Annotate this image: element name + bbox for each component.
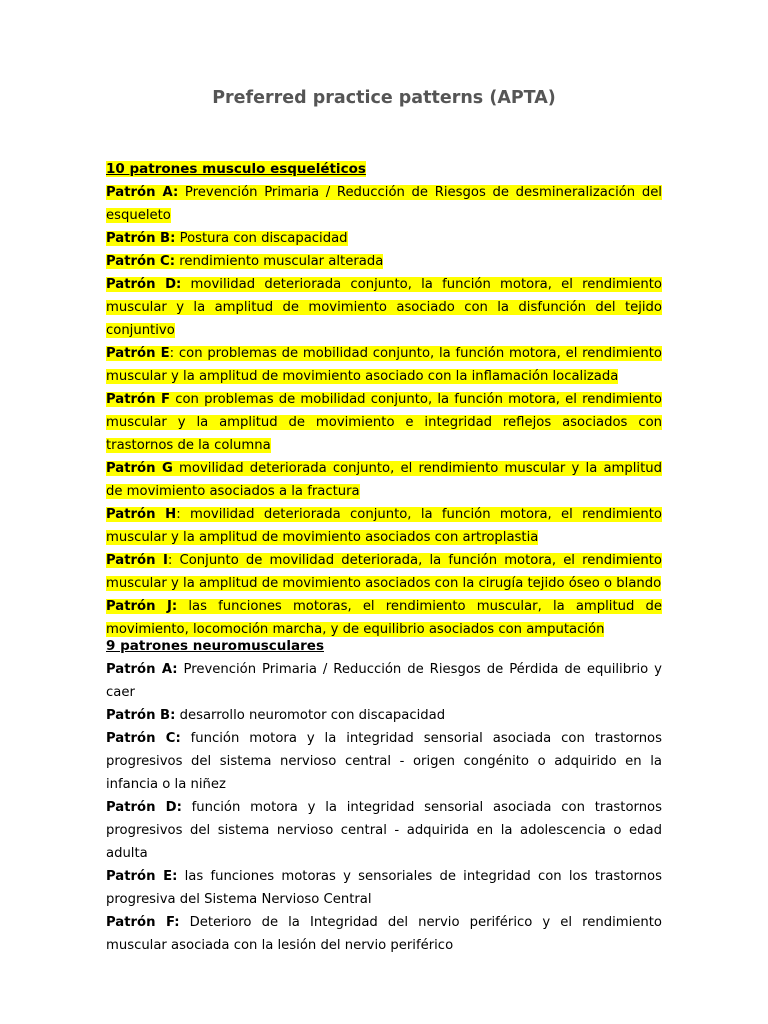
musculoskeletal-section xyxy=(106,158,662,641)
pattern-description: Deterioro de la Integridad del nervio periférico y el rendimiento muscular asociada con la lesión del nervio periférico xyxy=(106,915,662,953)
pattern-item-body xyxy=(106,915,662,953)
pattern-description: función motora y la integridad sensorial asociada con trastornos progresivos del sistema nervioso central - origen congénito o adquirido en la infancia o la niñez xyxy=(106,731,662,792)
pattern-label: Patrón H xyxy=(106,507,177,522)
pattern-label: Patrón B: xyxy=(106,708,176,723)
pattern-description: Prevención Primaria / Reducción de Riesgos de Pérdida de equilibrio y caer xyxy=(106,662,662,700)
section-heading-text: 10 patrones musculo esqueléticos xyxy=(106,161,366,177)
neuromuscular-section xyxy=(106,635,662,957)
pattern-description: Prevención Primaria / Reducción de Riesgos de desmineralización del esqueleto xyxy=(106,185,662,223)
pattern-description: con problemas de mobilidad conjunto, la función motora, el rendimiento muscular y la amplitud de movimiento e integridad reflejos asociados con trastornos de la columna xyxy=(106,392,662,453)
pattern-item xyxy=(106,388,662,457)
pattern-label: Patrón C: xyxy=(106,731,181,746)
pattern-item-body xyxy=(106,507,662,545)
pattern-item-body xyxy=(106,599,662,637)
pattern-description: : con problemas de mobilidad conjunto, la función motora, el rendimiento muscular y la amplitud de movimiento asociado con la inflamación localizada xyxy=(106,346,662,384)
pattern-item-body xyxy=(106,708,445,723)
pattern-description: función motora y la integridad sensorial asociada con trastornos progresivos del sistema nervioso central - adquirida en la adolescencia o edad adulta xyxy=(106,800,662,861)
pattern-item xyxy=(106,796,662,865)
pattern-item-body xyxy=(106,461,662,499)
pattern-label: Patrón G xyxy=(106,461,173,476)
pattern-item-body xyxy=(106,185,662,223)
pattern-item-body xyxy=(106,869,662,907)
section-heading-text: 9 patrones neuromusculares xyxy=(106,638,324,654)
pattern-label: Patrón A: xyxy=(106,185,179,200)
pattern-label: Patrón A: xyxy=(106,662,178,677)
pattern-description: movilidad deteriorada conjunto, el rendimiento muscular y la amplitud de movimiento asociados a la fractura xyxy=(106,461,662,499)
pattern-item xyxy=(106,727,662,796)
pattern-description: las funciones motoras, el rendimiento muscular, la amplitud de movimiento, locomoción marcha, y de equilibrio asociados con amputación xyxy=(106,599,662,637)
pattern-item xyxy=(106,865,662,911)
pattern-label: Patrón E xyxy=(106,346,170,361)
section-heading xyxy=(106,635,662,658)
pattern-item xyxy=(106,704,662,727)
pattern-description: : movilidad deteriorada conjunto, la función motora, el rendimiento muscular y la amplitud de movimiento asociados con artroplastia xyxy=(106,507,662,545)
pattern-item-body xyxy=(106,254,383,269)
pattern-item xyxy=(106,342,662,388)
pattern-label: Patrón B: xyxy=(106,231,176,246)
pattern-item xyxy=(106,457,662,503)
pattern-item-body xyxy=(106,731,662,792)
section-heading xyxy=(106,158,662,181)
pattern-item-body xyxy=(106,277,662,338)
page-title: Preferred practice patterns (APTA) xyxy=(212,88,556,108)
pattern-description: : Conjunto de movilidad deteriorada, la función motora, el rendimiento muscular y la amplitud de movimiento asociados con la cirugía tejido óseo o blando xyxy=(106,553,662,591)
pattern-label: Patrón E: xyxy=(106,869,178,884)
pattern-item xyxy=(106,658,662,704)
pattern-item xyxy=(106,227,662,250)
pattern-description: Postura con discapacidad xyxy=(175,231,348,246)
pattern-item-body xyxy=(106,346,662,384)
pattern-label: Patrón J: xyxy=(106,599,178,614)
pattern-label: Patrón D: xyxy=(106,277,182,292)
pattern-description: movilidad deteriorada conjunto, la función motora, el rendimiento muscular y la amplitud de movimiento asociado con la disfunción del tejido conjuntivo xyxy=(106,277,662,338)
pattern-item xyxy=(106,911,662,957)
pattern-item-body xyxy=(106,392,662,453)
pattern-item-body xyxy=(106,800,662,861)
pattern-item-body xyxy=(106,231,348,246)
pattern-label: Patrón F: xyxy=(106,915,180,930)
pattern-label: Patrón D: xyxy=(106,800,182,815)
pattern-item xyxy=(106,273,662,342)
pattern-item xyxy=(106,250,662,273)
pattern-item-body xyxy=(106,553,662,591)
pattern-item xyxy=(106,503,662,549)
pattern-item xyxy=(106,181,662,227)
pattern-item xyxy=(106,549,662,595)
pattern-description: desarrollo neuromotor con discapacidad xyxy=(175,708,446,723)
pattern-label: Patrón C: xyxy=(106,254,176,269)
pattern-description: las funciones motoras y sensoriales de integridad con los trastornos progresiva del Sistema Nervioso Central xyxy=(106,869,662,907)
pattern-item-body xyxy=(106,662,662,700)
pattern-label: Patrón I xyxy=(106,553,168,568)
pattern-label: Patrón F xyxy=(106,392,171,407)
pattern-description: rendimiento muscular alterada xyxy=(175,254,384,269)
